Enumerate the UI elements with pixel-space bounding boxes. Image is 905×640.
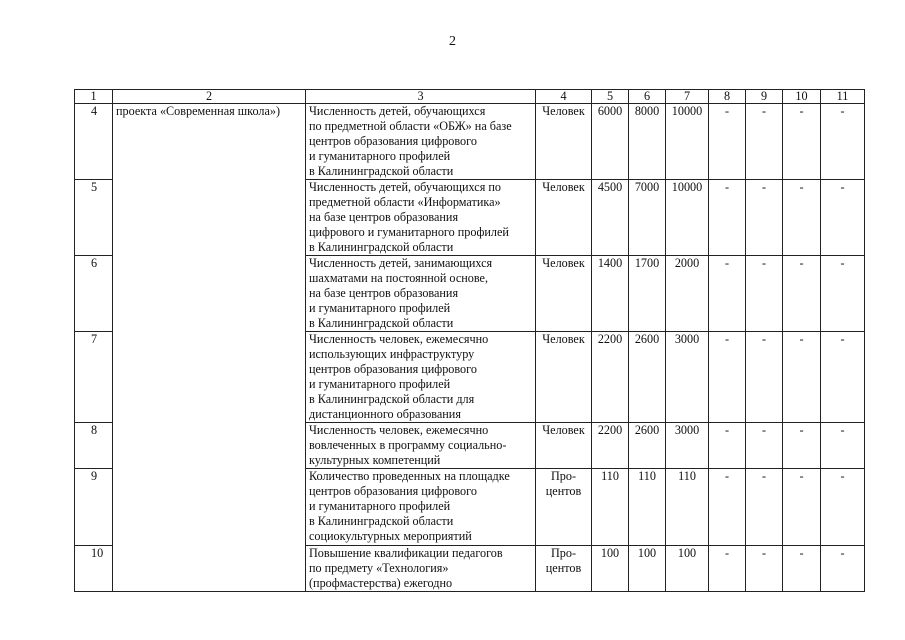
unit-text: Про- центов [545, 546, 582, 575]
value-col6: 100 [629, 546, 666, 592]
value-col8: - [709, 104, 746, 180]
unit-cell [536, 332, 592, 423]
value-col9: - [746, 469, 783, 546]
row-number: 6 [75, 256, 113, 332]
row-number: 8 [75, 423, 113, 469]
header-cell-7: 7 [666, 90, 709, 104]
indicator-text: Численность детей, обучающихся по предметной области «Информатика» на базе центров образования цифрового и гуманитарного профилей в Калининградской области [309, 180, 509, 254]
unit-text: Про- центов [545, 469, 582, 498]
value-col8: - [709, 546, 746, 592]
row-number: 5 [75, 180, 113, 256]
indicator-text: Численность человек, ежемесячно вовлеченных в программу социально- культурных компетенций [309, 423, 507, 467]
value-col11: - [821, 546, 865, 592]
value-col8: - [709, 332, 746, 423]
unit-cell [536, 180, 592, 256]
value-col7: 100 [666, 546, 709, 592]
unit-cell [536, 469, 592, 546]
indicator-cell [306, 546, 536, 592]
indicator-cell [306, 423, 536, 469]
indicator-cell [306, 104, 536, 180]
value-col7: 2000 [666, 256, 709, 332]
indicator-text: Численность человек, ежемесячно использующих инфраструктуру центров образования цифрового и гуманитарного профилей в Калининградской области для дистанционного образования [309, 332, 489, 421]
value-col9: - [746, 256, 783, 332]
row-number: 9 [75, 469, 113, 546]
value-col11: - [821, 104, 865, 180]
header-cell-3: 3 [306, 90, 536, 104]
value-col6: 2600 [629, 423, 666, 469]
value-col10: - [783, 104, 821, 180]
value-col8: - [709, 180, 746, 256]
header-cell-2: 2 [113, 90, 306, 104]
unit-text: Человек [542, 423, 585, 437]
page-number: 2 [449, 34, 456, 49]
value-col6: 8000 [629, 104, 666, 180]
header-cell-6: 6 [629, 90, 666, 104]
value-col10: - [783, 423, 821, 469]
value-col11: - [821, 332, 865, 423]
header-cell-8: 8 [709, 90, 746, 104]
row-number: 4 [75, 104, 113, 180]
value-col10: - [783, 546, 821, 592]
value-col11: - [821, 423, 865, 469]
unit-text: Человек [542, 332, 585, 346]
value-col5: 1400 [592, 256, 629, 332]
value-col9: - [746, 546, 783, 592]
value-col5: 2200 [592, 332, 629, 423]
indicator-text: Численность детей, занимающихся шахматами на постоянной основе, на базе центров образования и гуманитарного профилей в Калининградской области [309, 256, 493, 330]
value-col6: 110 [629, 469, 666, 546]
value-col11: - [821, 180, 865, 256]
unit-text: Человек [542, 180, 585, 194]
value-col10: - [783, 469, 821, 546]
header-cell-1: 1 [75, 90, 113, 104]
value-col7: 3000 [666, 332, 709, 423]
value-col7: 10000 [666, 104, 709, 180]
value-col9: - [746, 180, 783, 256]
unit-cell [536, 256, 592, 332]
unit-text: Человек [542, 104, 585, 118]
indicator-text: Численность детей, обучающихся по предметной области «ОБЖ» на базе центров образования цифрового и гуманитарного профилей в Калининградской области [309, 104, 512, 178]
indicator-cell [306, 469, 536, 546]
header-cell-5: 5 [592, 90, 629, 104]
value-col7: 10000 [666, 180, 709, 256]
value-col5: 100 [592, 546, 629, 592]
value-col7: 110 [666, 469, 709, 546]
indicator-text: Повышение квалификации педагогов по предмету «Технология» (профмастерства) ежегодно [309, 546, 503, 590]
header-cell-9: 9 [746, 90, 783, 104]
value-col5: 110 [592, 469, 629, 546]
table-row [75, 104, 865, 180]
unit-cell [536, 423, 592, 469]
value-col9: - [746, 104, 783, 180]
header-cell-10: 10 [783, 90, 821, 104]
unit-cell [536, 104, 592, 180]
value-col5: 6000 [592, 104, 629, 180]
value-col8: - [709, 423, 746, 469]
value-col6: 7000 [629, 180, 666, 256]
project-name: проекта «Современная школа») [116, 104, 281, 118]
header-cell-11: 11 [821, 90, 865, 104]
value-col11: - [821, 469, 865, 546]
value-col8: - [709, 256, 746, 332]
project-name-cell [113, 104, 306, 592]
row-number: 10 [75, 546, 113, 592]
row-number: 7 [75, 332, 113, 423]
value-col6: 1700 [629, 256, 666, 332]
header-cell-4: 4 [536, 90, 592, 104]
header-row [75, 90, 865, 104]
value-col5: 4500 [592, 180, 629, 256]
indicator-cell [306, 332, 536, 423]
value-col8: - [709, 469, 746, 546]
value-col6: 2600 [629, 332, 666, 423]
value-col7: 3000 [666, 423, 709, 469]
indicator-cell [306, 256, 536, 332]
value-col10: - [783, 256, 821, 332]
value-col9: - [746, 423, 783, 469]
value-col11: - [821, 256, 865, 332]
indicator-cell [306, 180, 536, 256]
indicator-text: Количество проведенных на площадке центров образования цифрового и гуманитарного профилей в Калининградской области социокультурных мероприятий [309, 469, 510, 543]
unit-cell [536, 546, 592, 592]
indicators-table [74, 89, 865, 592]
value-col9: - [746, 332, 783, 423]
unit-text: Человек [542, 256, 585, 270]
value-col10: - [783, 180, 821, 256]
value-col5: 2200 [592, 423, 629, 469]
value-col10: - [783, 332, 821, 423]
